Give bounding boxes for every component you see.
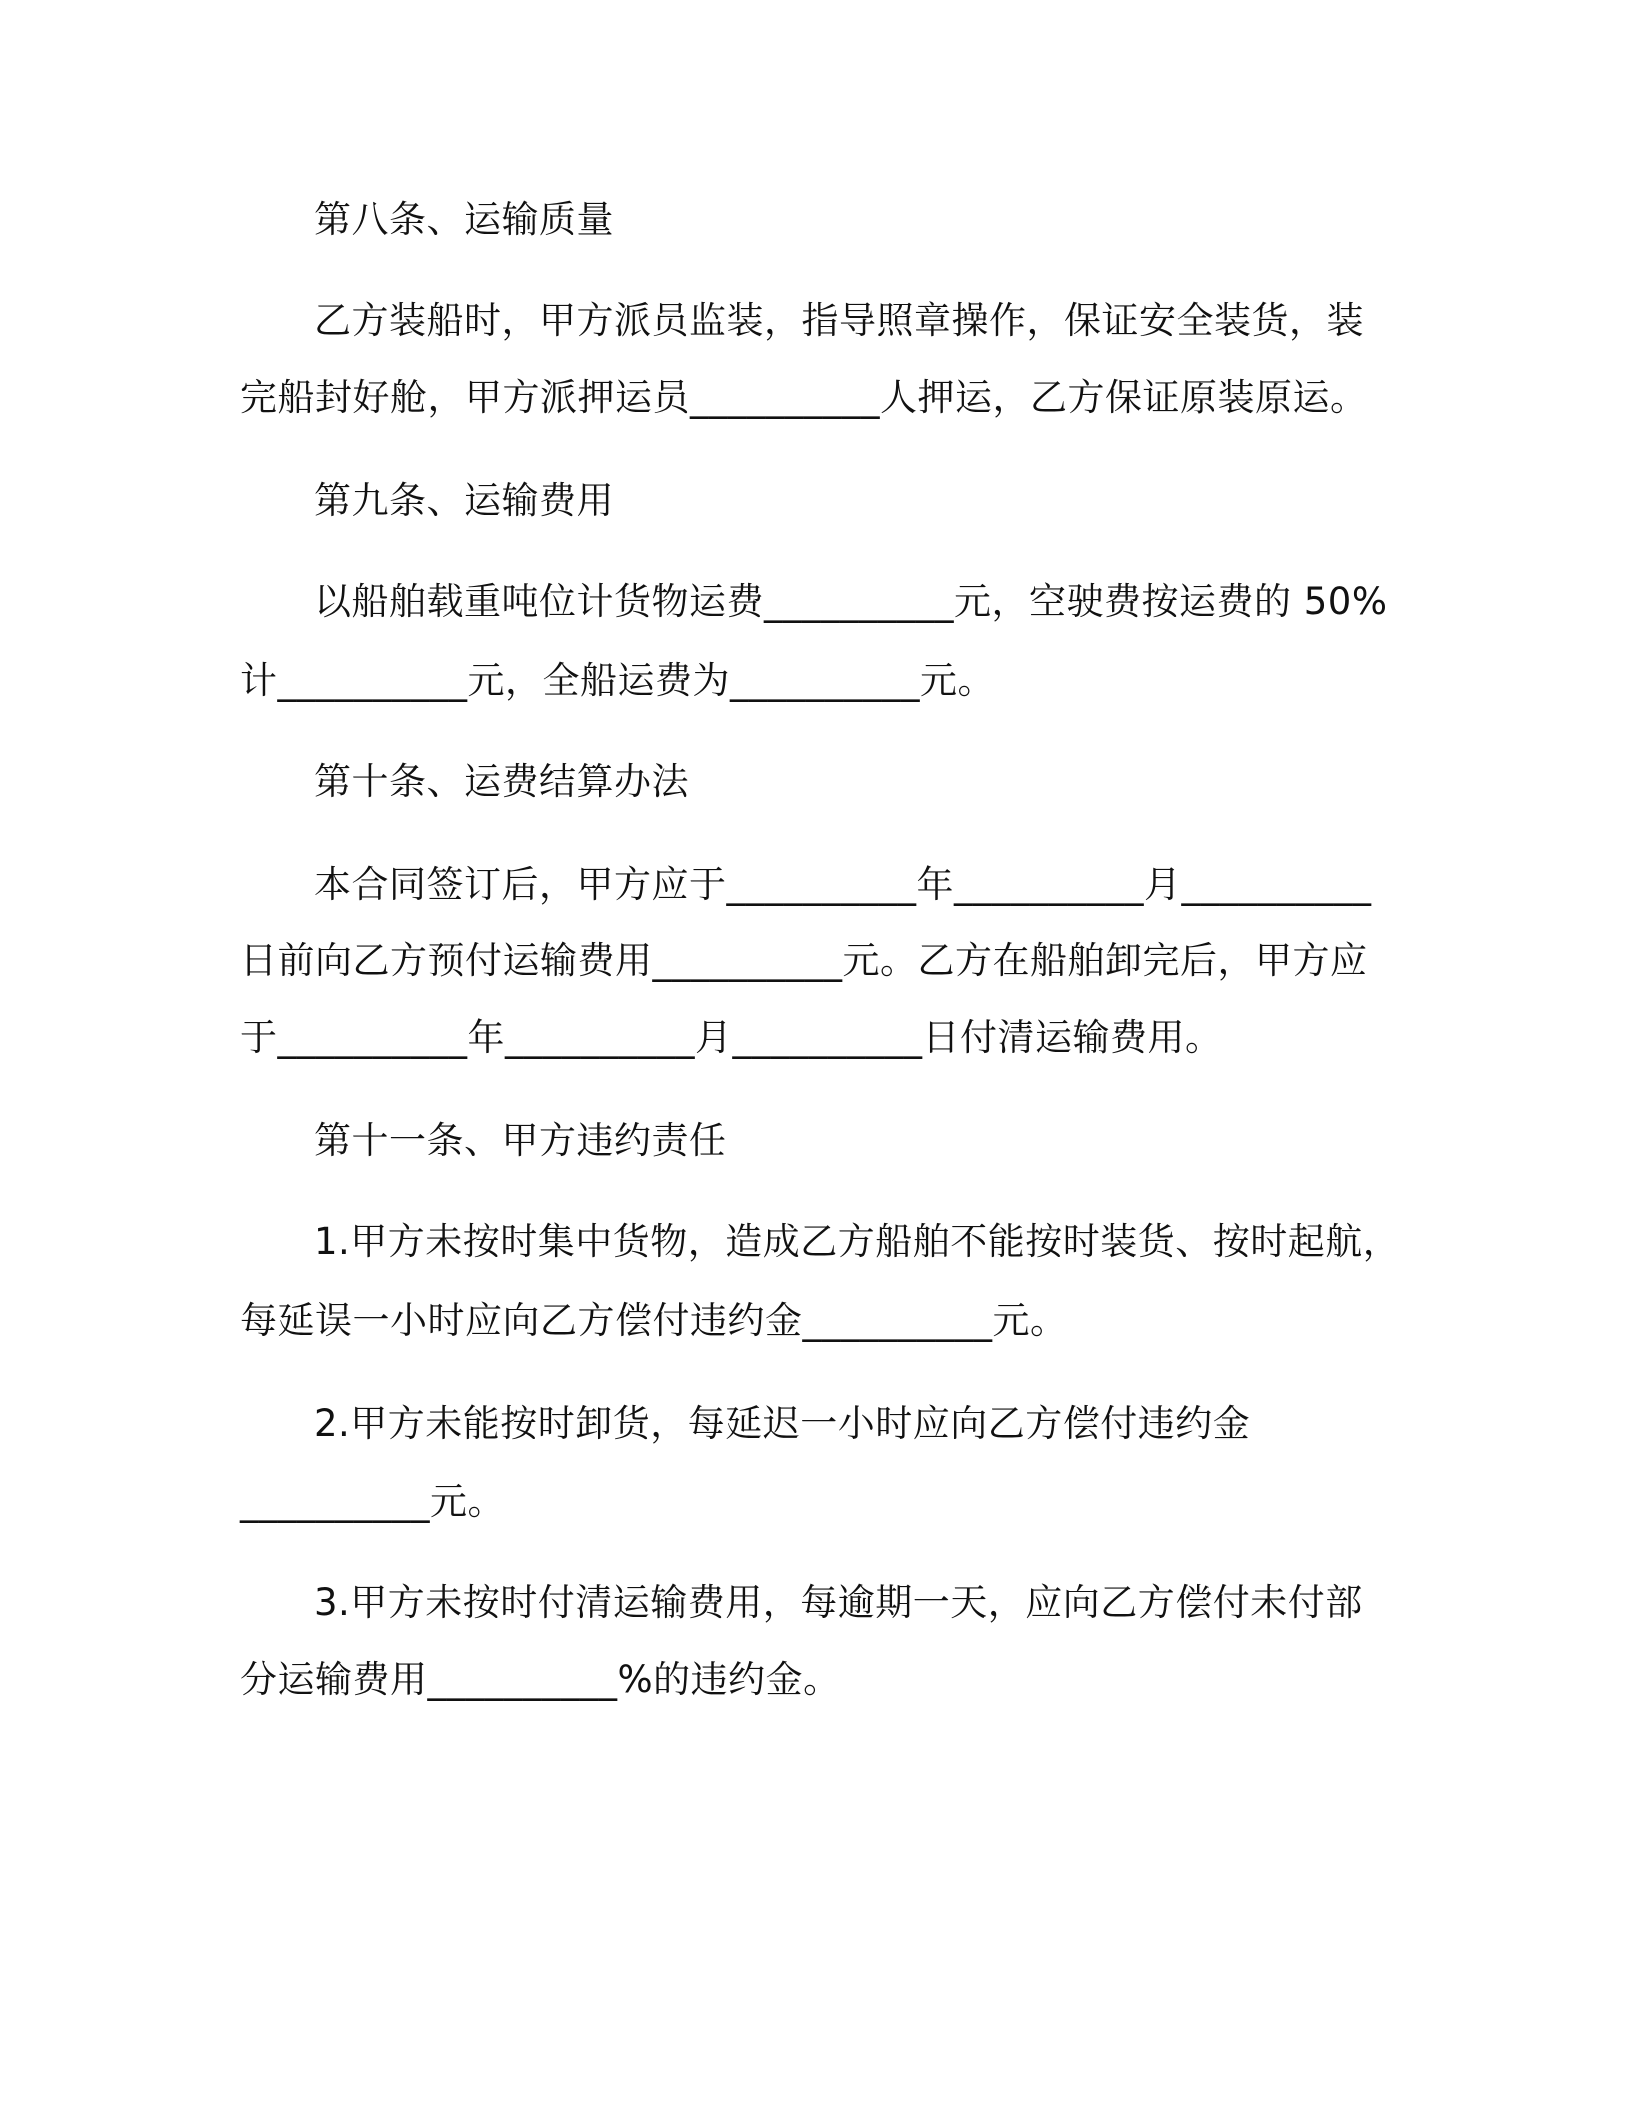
article-9-text-line-1: 以船舶载重吨位计货物运费__________元，空驶费按运费的 50%	[314, 580, 1388, 623]
article-10-text-line-1: 本合同签订后，甲方应于__________年__________月__________	[314, 863, 1372, 906]
article-11-item-3-line-2: 分运输费用__________%的违约金。	[240, 1658, 841, 1701]
article-10-heading: 第十条、运费结算办法	[314, 760, 689, 803]
article-10-text-line-3: 于__________年__________月__________日付清运输费用。	[240, 1016, 1223, 1059]
article-11-item-1-line-1: 1.甲方未按时集中货物，造成乙方船舶不能按时装货、按时起航，	[314, 1220, 1401, 1263]
article-11-item-2-line-1: 2.甲方未能按时卸货，每延迟一小时应向乙方偿付违约金	[314, 1402, 1251, 1445]
article-11-item-3-line-1: 3.甲方未按时付清运输费用，每逾期一天，应向乙方偿付未付部	[314, 1581, 1363, 1624]
article-8-heading: 第八条、运输质量	[314, 198, 614, 241]
article-9-text-line-2: 计__________元，全船运费为__________元。	[240, 659, 995, 702]
article-8-text-line-1: 乙方装船时，甲方派员监装，指导照章操作，保证安全装货，装	[314, 299, 1364, 342]
article-8-text-line-2: 完船封好舱，甲方派押运员__________人押运，乙方保证原装原运。	[240, 376, 1368, 419]
article-9-heading: 第九条、运输费用	[314, 479, 614, 522]
article-11-item-2-line-2: __________元。	[240, 1480, 505, 1523]
article-11-item-1-line-2: 每延误一小时应向乙方偿付违约金__________元。	[240, 1299, 1068, 1342]
article-11-heading: 第十一条、甲方违约责任	[314, 1119, 727, 1162]
article-10-text-line-2: 日前向乙方预付运输费用__________元。乙方在船舶卸完后，甲方应	[240, 939, 1368, 982]
